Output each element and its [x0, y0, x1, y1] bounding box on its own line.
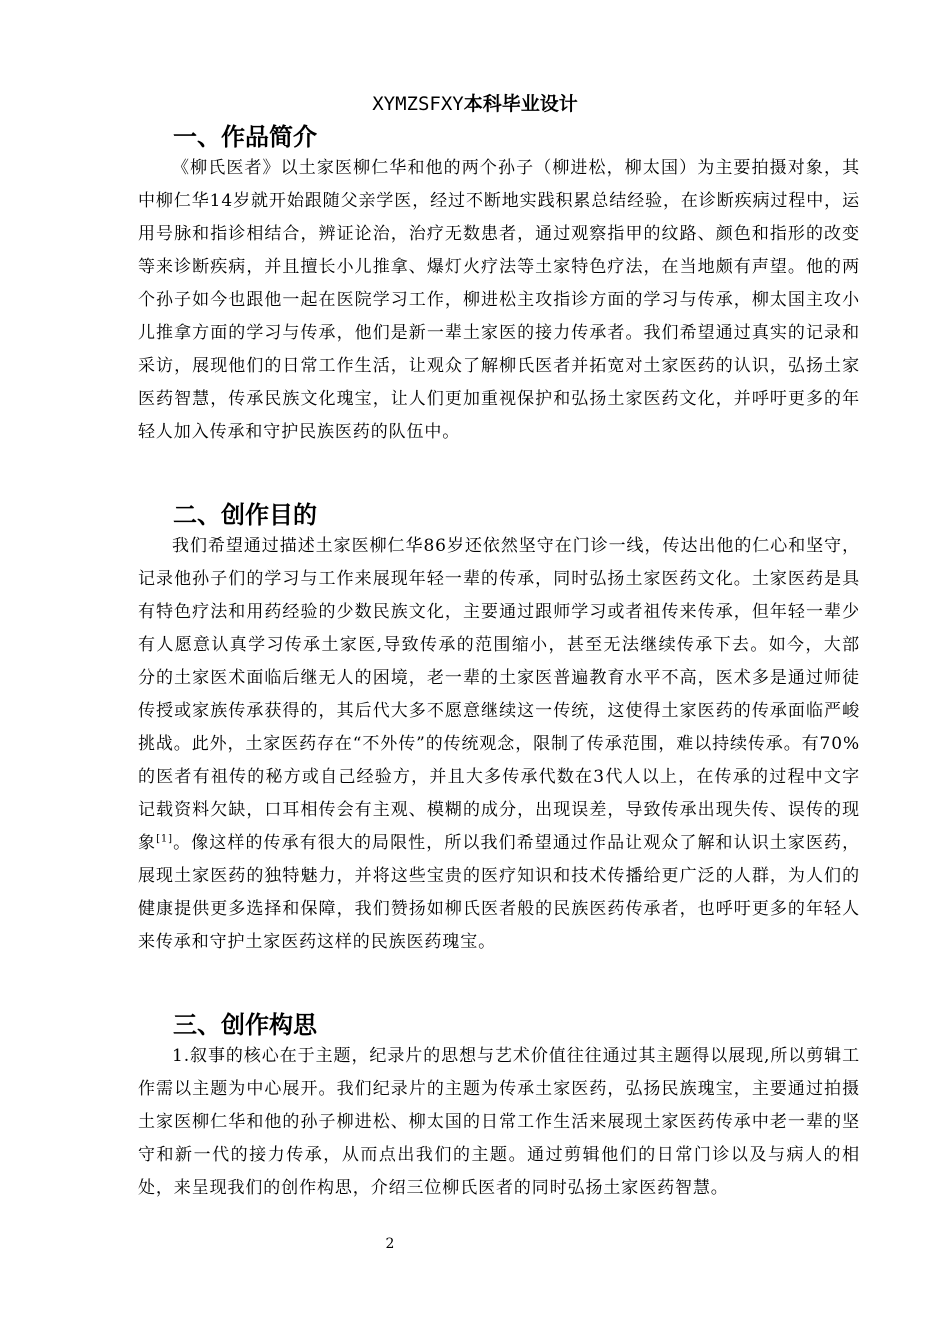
section-title: 一、作品简介 — [173, 123, 317, 151]
section-title: 三、创作构思 — [173, 1011, 317, 1039]
citation-marker[interactable]: [1] — [156, 833, 173, 845]
section-concept — [138, 1010, 860, 1205]
header-label: 本科毕业设计 — [463, 93, 578, 115]
section-title: 二、创作目的 — [173, 501, 317, 529]
body-paragraph: 1.叙事的核心在于主题，纪录片的思想与艺术价值往往通过其主题得以展现,所以剪辑工作需以主题为中心展开。我们纪录片的主题为传承土家医药，弘扬民族瑰宝，主要通过拍摄土家医柳仁华和他的孙子柳进松、柳太国的日常工作生活来展现土家医药传承中老一辈的坚守和新一代的接力传承，从而点出我们的主题。通过剪辑他们的日常门诊以及与病人的相处，来呈现我们的创作构思，介绍三位柳氏医者的同时弘扬土家医药智慧。 — [138, 1046, 860, 1198]
header-code: XYMZSFXY — [372, 93, 464, 115]
section-purpose — [138, 500, 860, 959]
paragraph-text: 我们希望通过描述土家医柳仁华86岁还依然坚守在门诊一线，传达出他的仁心和坚守，记录他孙子们的学习与工作来展现年轻一辈的传承，同时弘扬土家医药文化。土家医药是具有特色疗法和用药经验的少数民族文化，主要通过跟师学习或者祖传来传承，但年轻一辈少有人愿意认真学习传承土家医,导致传承的范围缩小，甚至无法继续传承下去。如今，大部分的土家医术面临后继无人的困境，老一辈的土家医普遍教育水平不高，医术多是通过师徒传授或家族传承获得的，其后代大多不愿意继续这一传统，这使得土家医药的传承面临严峻挑战。此外，土家医药存在“不外传”的传统观念，限制了传承范围，难以持续传承。有70%的医者有祖传的秘方或自己经验方，并且大多传承代数在3代人以上，在传承的过程中文字记载资料欠缺，口耳相传会有主观、模糊的成分，出现误差，导致传承出现失传、误传的现象 — [138, 536, 860, 853]
page-header — [0, 92, 950, 116]
paragraph-text: 。像这样的传承有很大的局限性，所以我们希望通过作品让观众了解和认识土家医药，展现土家医药的独特魅力，并将这些宝贵的医疗知识和技术传播给更广泛的人群，为人们的健康提供更多选择和保障，我们赞扬如柳氏医者般的民族医药传承者，也呼吁更多的年轻人来传承和守护土家医药这样的民族医药瑰宝。 — [138, 833, 861, 952]
body-paragraph — [138, 530, 860, 959]
section-introduction — [138, 122, 860, 449]
body-paragraph: 《柳氏医者》以土家医柳仁华和他的两个孙子（柳进松，柳太国）为主要拍摄对象，其中柳仁华14岁就开始跟随父亲学医，经过不断地实践积累总结经验，在诊断疾病过程中，运用号脉和指诊相结合，辨证论治，治疗无数患者，通过观察指甲的纹路、颜色和指形的改变等来诊断疾病，并且擅长小儿推拿、爆灯火疗法等土家特色疗法，在当地颇有声望。他的两个孙子如今也跟他一起在医院学习工作，柳进松主攻指诊方面的学习与传承，柳太国主攻小儿推拿方面的学习与传承，他们是新一辈土家医的接力传承者。我们希望通过真实的记录和采访，展现他们的日常工作生活，让观众了解柳氏医者并拓宽对土家医药的认识，弘扬土家医药智慧，传承民族文化瑰宝，让人们更加重视保护和弘扬土家医药文化，并呼吁更多的年轻人加入传承和守护民族医药的队伍中。 — [138, 158, 860, 442]
page-number: 2 — [385, 1236, 395, 1252]
